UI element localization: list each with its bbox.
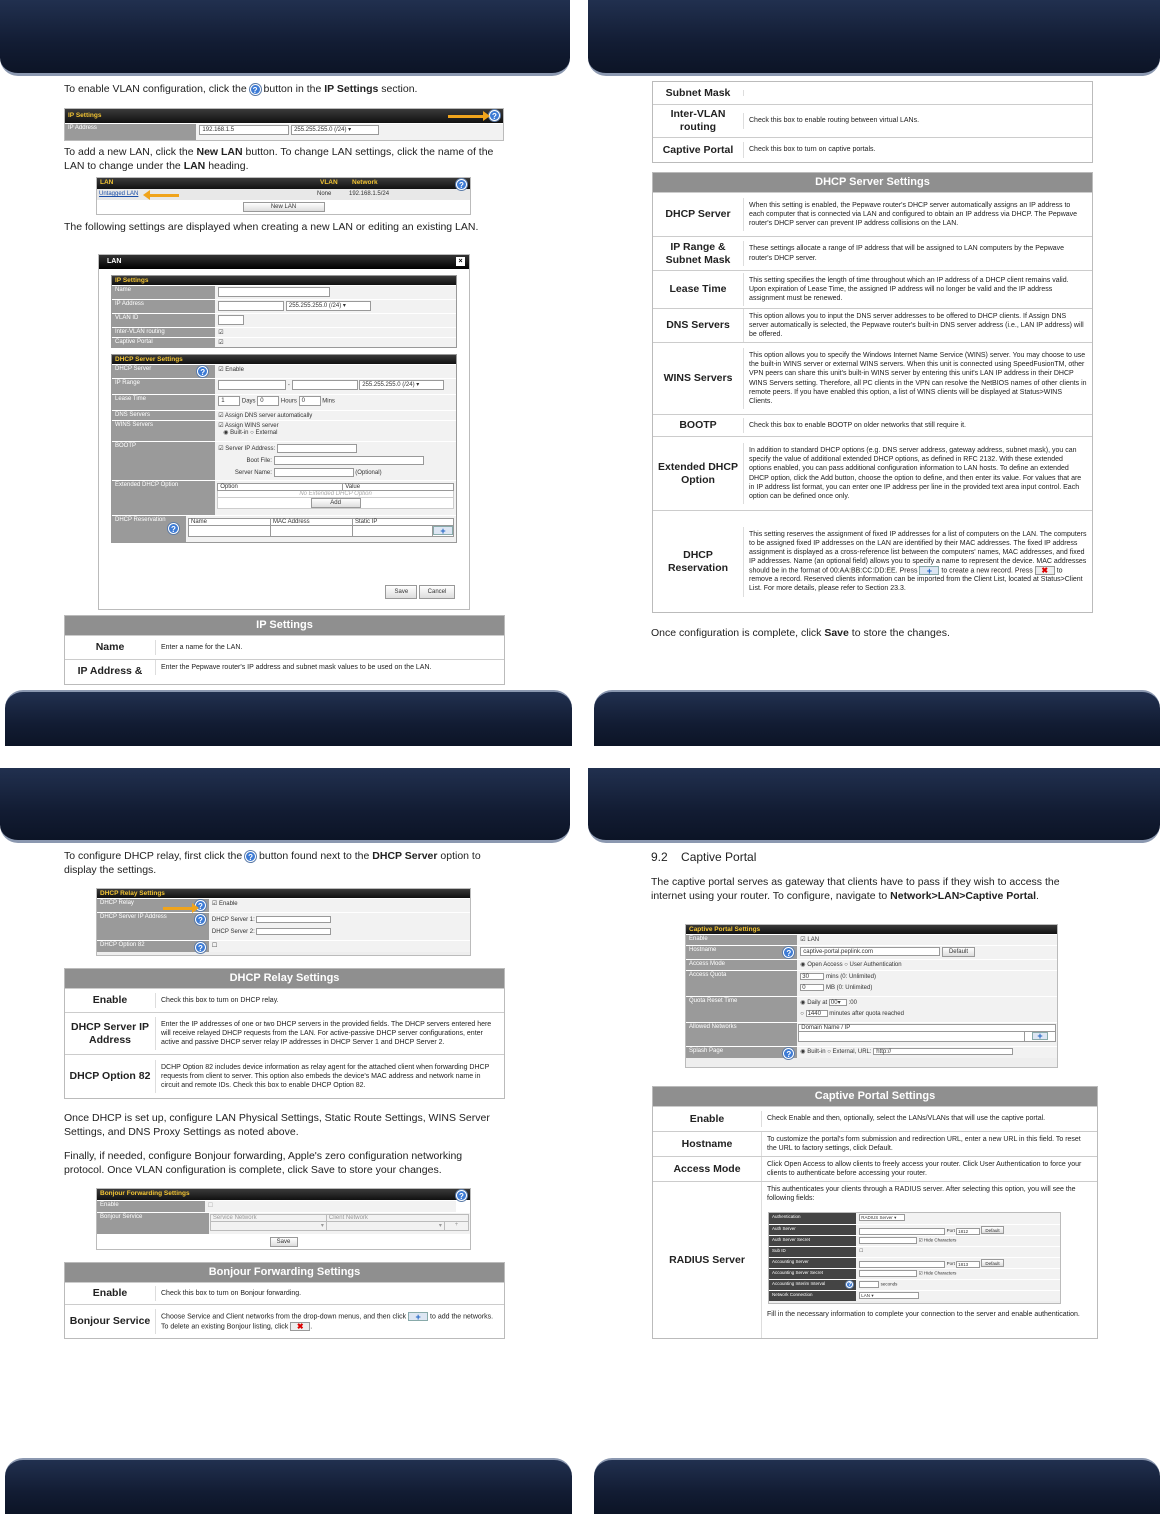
ip-address-input[interactable]: 192.168.1.5 <box>199 125 289 135</box>
radio[interactable]: ◉ <box>223 430 229 436</box>
table-row: Hostname To customize the portal's form submission and redirection URL, enter a new URL in this field. To reset the URL to factory settings, click Default. <box>653 1131 1097 1156</box>
dhcp-server1-input[interactable] <box>256 916 331 923</box>
checkbox[interactable]: ☑ <box>218 367 224 373</box>
plus-icon: + <box>919 566 939 575</box>
table-row: DHCP Server When this setting is enabled, the Pepwave router's DHCP server automatically assigns an IP address to each computer that is connected via LAN and configured to obtain an IP address via DHCP. The Pepwave router's DHCP server can prevent IP address collisions on the LAN. <box>653 192 1092 236</box>
p3-intro: To configure DHCP relay, first click the ? button found next to the DHCP Server option to display the settings. <box>64 850 481 876</box>
radio[interactable]: ○ <box>844 962 848 968</box>
p3-para2: Once DHCP is set up, configure LAN Physical Settings, Static Route Settings, WINS Server Settings, and DNS Proxy Settings as noted above. <box>64 1112 490 1138</box>
table-row: Name Enter a name for the LAN. <box>65 635 504 659</box>
dhcp-server-section: DHCP Server Settings DHCP Server ? ☑ Enable IP Range - 255.255.255.0 (/24) ▾ Lease Time 1 Days 0 Hours 0 Mins DNS Servers ☑ Assign DNS server automatically WINS Servers ☑ Assign WINS server ◉ Built-in ○ External BOOTP ☑ Server IP Address: Boot File: Server Name: (Optional) Extended DHCP Option Option Value No Extended DHCP Option Add DHCP Reservation ? Name MAC Address Static IP + <box>111 354 457 543</box>
lan-dialog-screenshot <box>98 254 470 610</box>
ip-settings-screenshot <box>64 108 504 141</box>
help-icon: ? <box>245 851 256 862</box>
add-button[interactable]: Add <box>311 498 361 508</box>
table-row: BOOTP Check this box to enable BOOTP on older networks that still require it. <box>653 414 1092 436</box>
dhcp-relay-table <box>64 968 505 1099</box>
captive-portal-screenshot: Captive Portal Settings Enable ☑ LAN Hostname ? captive-portal.peplink.com Default Access Mode ◉ Open Access ○ User Authentication Access Quota 30 mins (0: Unlimited) 0 MB (0: Unlimited) Quota Reset Time ◉ Daily at 00▾ :00 ○ 1440 minutes after quota reached Allowed Networks Domain Name / IP + Splash Page ? ◉ Built-in ○ External, URL: http:// <box>685 924 1058 1068</box>
dhcp-server2-input[interactable] <box>256 928 331 935</box>
help-icon[interactable]: ? <box>197 366 208 377</box>
checkbox[interactable]: ☑ <box>218 330 224 336</box>
plus-icon[interactable]: + <box>454 1222 459 1228</box>
p4-intro: The captive portal serves as gateway that clients have to pass if they wish to access the internet using your router. To configure, navigate to Network>LAN>Captive Portal. <box>651 876 1060 902</box>
range-end[interactable] <box>292 380 358 390</box>
page-header-band <box>588 0 1160 76</box>
checkbox[interactable]: ☑ <box>218 446 224 452</box>
table-header: Bonjour Forwarding Settings <box>65 1263 504 1282</box>
default-button[interactable]: Default <box>981 1226 1003 1234</box>
table-header: IP Settings <box>65 616 504 635</box>
name-input[interactable] <box>218 287 330 297</box>
quota-time-input[interactable]: 30 <box>800 973 824 980</box>
checkbox[interactable]: ☑ <box>218 413 224 419</box>
bonjour-screenshot: Bonjour Forwarding Settings ? Enable ☐ Bonjour Service Service Network Client Network ▾ ▾ + Save <box>96 1188 471 1250</box>
table-row: Subnet Mask <box>653 82 1092 104</box>
auth-server-input[interactable] <box>859 1228 945 1235</box>
days-input[interactable]: 1 <box>218 396 240 406</box>
ip-settings-table <box>64 615 505 685</box>
table-row: Inter-VLAN routing Check this box to enable routing between virtual LANs. <box>653 104 1092 137</box>
dhcp-server-table <box>652 172 1093 613</box>
checkbox[interactable]: ☑ <box>218 340 224 346</box>
help-icon[interactable]: ? <box>195 900 206 911</box>
p1-para2: To add a new LAN, click the New LAN button. To change LAN settings, click the name of the LAN to change under the LAN heading. <box>64 146 494 172</box>
captive-portal-table <box>652 1086 1098 1339</box>
p3-para3: Finally, if needed, configure Bonjour forwarding, Apple's zero configuration networking protocol. Once VLAN configuration is complete, click Save to store your changes. <box>64 1150 463 1176</box>
table-row: DHCP Server IP Address Enter the IP addresses of one or two DHCP servers in the provided fields. The DHCP servers entered here will receive relayed DHCP requests from the LAN. For active-passive DHCP server configurations, enter active and passive DHCP server relay IP addresses in DHCP Server 1 and DHCP Server 2. <box>65 1012 504 1054</box>
help-icon[interactable]: ? <box>848 1282 852 1289</box>
help-icon[interactable]: ? <box>456 1190 467 1201</box>
ip-address-values <box>196 124 503 141</box>
checkbox[interactable]: ☑ <box>800 937 806 943</box>
table-row: Enable Check this box to turn on Bonjour forwarding. <box>65 1282 504 1304</box>
hostname-input[interactable]: captive-portal.peplink.com <box>800 947 940 956</box>
acct-port-input[interactable]: 1813 <box>956 1261 980 1268</box>
daily-select[interactable]: 00▾ <box>829 999 847 1006</box>
auth-select[interactable]: RADIUS Server ▾ <box>859 1214 905 1221</box>
client-network-select[interactable]: ▾ <box>327 1222 445 1230</box>
vlan-id-input[interactable] <box>218 315 244 325</box>
radius-screenshot: Authentication RADIUS Server ▾ Auth Server Port 1812 Default Auth Server Secret ☑ Hide Characters Sub ID ☐ Accounting Server Port 1813 Default Accounting Server Secret ☑ Hide Characters Accounting Interim Interval ? seconds Network Connection LAN ▾ <box>768 1212 1061 1304</box>
page-footer-band <box>594 1458 1160 1514</box>
server-name-input[interactable] <box>274 468 354 477</box>
col-vlan: VLAN <box>320 179 338 186</box>
table-row: Captive Portal Check this box to turn on captive portals. <box>653 137 1092 162</box>
page-footer-band <box>594 690 1160 746</box>
mins-input[interactable]: 0 <box>299 396 321 406</box>
page-header-band <box>0 0 570 76</box>
delete-icon: ✖ <box>1035 566 1055 575</box>
section-number: 9.2 <box>651 850 668 864</box>
help-icon[interactable]: ? <box>195 942 206 953</box>
checkbox[interactable]: ☐ <box>211 943 218 949</box>
interval-input[interactable] <box>859 1281 879 1288</box>
new-lan-button[interactable]: New LAN <box>243 202 325 212</box>
table-row: DHCP Option 82 DCHP Option 82 includes device information as relay agent for the attached client when forwarding DHCP requests from client to server. This option also embeds the device's MAC address and network name in circuit and remote IDs. Check this box to enable DHCP Option 82. <box>65 1054 504 1098</box>
network-select[interactable]: LAN ▾ <box>859 1292 919 1299</box>
table-row: Lease Time This setting specifies the length of time throughout which an IP address of a DHCP client remains valid. Upon expiration of Lease Time, the assigned IP address will no longer be valid and the IP address assignment must be renewed. <box>653 270 1092 308</box>
radio[interactable]: ◉ <box>800 962 806 968</box>
radio[interactable]: ◉ <box>800 1049 806 1056</box>
range-start[interactable] <box>218 380 286 390</box>
close-icon[interactable]: × <box>456 257 465 266</box>
bonjour-table <box>64 1262 505 1339</box>
lan-row-link[interactable]: Untagged LAN <box>99 191 139 197</box>
p1-para3: The following settings are displayed when creating a new LAN or editing an existing LAN. <box>64 221 479 233</box>
screenshot-header: IP Settings <box>65 109 503 123</box>
delete-icon: ✖ <box>290 1322 310 1331</box>
checkbox[interactable]: ☑ <box>918 1270 923 1276</box>
table-row: DHCP Reservation This setting reserves the assignment of fixed IP addresses for a list of computers on the LAN. The computers to be assigned fixed IP addresses on the LAN are identified by their MAC addresses. The fixed IP address assignment is displayed as a cross-reference list between the computers' names, MAC addresses, and fixed IP addresses. Name (an optional field) allows you to specify a name to represent the device. MAC addresses should be in the format of 00:AA:BB:CC:DD:EE. Press + to create a new record. Press ✖ to remove a record. Reserved clients information can be imported from the Client List, located at Status>Client List. For more details, please refer to Section 23.3. <box>653 510 1092 612</box>
radio[interactable]: ○ <box>250 430 254 436</box>
ip-address-label: IP Address <box>65 124 196 141</box>
ip-settings-section: IP Settings Name IP Address 255.255.255.0 (/24) ▾ VLAN ID Inter-VLAN routing ☑ Captive Portal ☑ <box>111 275 457 348</box>
table-row: WINS Servers This option allows you to specify the Windows Internet Name Service (WINS) server. You may choose to use the built-in WINS server or external WINS servers. When this unit is connected using SpeedFusionTM, other VPN peers can share this unit's built-in WINS server by entering this unit's LAN IP address in their DHCP WINS Servers setting. Therefore, all PC clients in the VPN can resolve the NetBIOS names of other clients in remote peers. If you have enabled this option, a list of WINS clients will be displayed at Status>WINS Clients. <box>653 342 1092 414</box>
col-lan: LAN <box>100 179 114 186</box>
plus-icon: + <box>408 1312 428 1321</box>
splash-url-input[interactable]: http:// <box>873 1048 1013 1055</box>
pointer-arrow <box>149 194 179 197</box>
help-icon[interactable]: ? <box>168 523 179 534</box>
help-icon[interactable]: ? <box>195 914 206 925</box>
dhcp-relay-screenshot: DHCP Relay Settings DHCP Relay ? ☑ Enable DHCP Server IP Address ? DHCP Server 1: DHCP Server 2: DHCP Option 82 ? ☐ <box>96 888 471 956</box>
table-header: DHCP Relay Settings <box>65 969 504 988</box>
table-row: Access Mode Click Open Access to allow clients to freely access your router. Click User Authentication to force your clients to authenticate before accessing your router. <box>653 1156 1097 1181</box>
help-icon[interactable]: ? <box>783 947 794 958</box>
table-row: IP Address & Enter the Pepwave router's IP address and subnet mask values to be used on the LAN. <box>65 659 504 684</box>
table-row: Enable Check this box to turn on DHCP relay. <box>65 988 504 1012</box>
cancel-button[interactable]: Cancel <box>419 585 455 599</box>
lan-list-screenshot: LAN VLAN Network ? Untagged LAN None 192.168.1.5/24 New LAN <box>96 177 471 215</box>
table-row: Enable Check Enable and then, optionally, select the LANs/VLANs that will use the captive portal. <box>653 1106 1097 1131</box>
pointer-arrow <box>448 115 484 118</box>
save-button[interactable]: Save <box>385 585 417 599</box>
lan-settings-table-continued <box>652 81 1093 163</box>
subnet-select[interactable]: 255.255.255.0 (/24) ▾ <box>291 125 379 135</box>
default-button[interactable]: Default <box>981 1259 1003 1267</box>
page-header-band <box>588 768 1160 843</box>
checkbox[interactable]: ☐ <box>859 1248 864 1254</box>
help-icon[interactable]: ? <box>456 179 467 190</box>
plus-icon[interactable]: + <box>1032 1032 1048 1040</box>
after-input[interactable]: 1440 <box>806 1010 828 1017</box>
radio[interactable]: ◉ <box>800 1000 806 1006</box>
help-icon[interactable]: ? <box>783 1048 794 1059</box>
page-footer-band <box>5 690 572 746</box>
help-icon: ? <box>250 84 261 95</box>
table-row: DNS Servers This option allows you to input the DNS server addresses to be offered to DHCP clients. If Assign DNS server automatically is selected, the Pepwave router's built-in DNS server address (i.e., LAN IP address) will be offered. <box>653 308 1092 342</box>
p2-outro: Once configuration is complete, click Save to store the changes. <box>651 627 950 639</box>
mask-select[interactable]: 255.255.255.0 (/24) ▾ <box>286 301 371 311</box>
bootp-ip-input[interactable] <box>277 444 357 453</box>
table-header: Captive Portal Settings <box>653 1087 1097 1106</box>
default-button[interactable]: Default <box>942 947 975 957</box>
hours-input[interactable]: 0 <box>257 396 279 406</box>
dialog-title: LAN <box>107 258 122 265</box>
radio[interactable]: ○ <box>800 1011 804 1017</box>
section-title: Captive Portal <box>681 850 757 864</box>
quota-data-input[interactable]: 0 <box>800 984 824 991</box>
col-network: Network <box>352 179 378 186</box>
radio[interactable]: ○ <box>827 1049 831 1056</box>
auth-secret-input[interactable] <box>859 1237 917 1244</box>
acct-secret-input[interactable] <box>859 1270 917 1277</box>
page-header-band <box>0 768 570 843</box>
plus-icon[interactable]: + <box>433 526 453 535</box>
help-icon[interactable]: ? <box>489 110 500 121</box>
checkbox[interactable]: ☐ <box>207 1203 214 1209</box>
p4-heading <box>651 850 1091 866</box>
checkbox[interactable]: ☑ <box>211 901 218 907</box>
table-row: Extended DHCP Option In addition to standard DHCP options (e.g. DNS server address, gateway address, subnet mask), you can specify the value of additional extended DHCP options, as defined in RFC 2132. With these extended options enabled, you can pass additional configuration information to LAN hosts. To define an extended DHCP option, click the Add button, choose the option to define, and then enter its value. For values that are in IP address list format, you can enter one IP address per line in the provided text area input control. Each option can be defined once only. <box>653 436 1092 510</box>
p1-intro: To enable VLAN configuration, click the ? button in the IP Settings section. <box>64 83 418 95</box>
save-button[interactable]: Save <box>270 1237 298 1247</box>
checkbox[interactable]: ☑ <box>218 423 224 429</box>
table-row: Bonjour Service Choose Service and Client networks from the drop-down menus, and then click + to add the networks. To delete an existing Bonjour listing, click ✖ . <box>65 1304 504 1338</box>
table-header: DHCP Server Settings <box>653 173 1092 192</box>
acct-server-input[interactable] <box>859 1261 945 1268</box>
pointer-arrow <box>163 907 193 910</box>
boot-file-input[interactable] <box>274 456 424 465</box>
table-row: RADIUS Server This authenticates your clients through a RADIUS server. After selecting this option, you will see the following fields: Authentication RADIUS Server ▾ Auth Server Port 1812 Default Auth Server Secret ☑ Hide Characters Sub ID ☐ Accounting Server Port 1813 Default Accounting Server Secret ☑ Hide Characters Accounting Interim Interval ? seconds Network Connection LAN ▾ Fill in the necessary information to complete your connection to the server and enable authentication. <box>653 1181 1097 1338</box>
ip-input[interactable] <box>218 301 284 311</box>
table-row: IP Range & Subnet Mask These settings allocate a range of IP address that will be assigned to LAN computers by the Pepwave router's DHCP server. <box>653 236 1092 270</box>
range-mask[interactable]: 255.255.255.0 (/24) ▾ <box>359 380 444 390</box>
auth-port-input[interactable]: 1812 <box>956 1228 980 1235</box>
service-network-select[interactable]: ▾ <box>211 1222 327 1230</box>
page-footer-band <box>5 1458 572 1514</box>
checkbox[interactable]: ☑ <box>918 1237 923 1243</box>
